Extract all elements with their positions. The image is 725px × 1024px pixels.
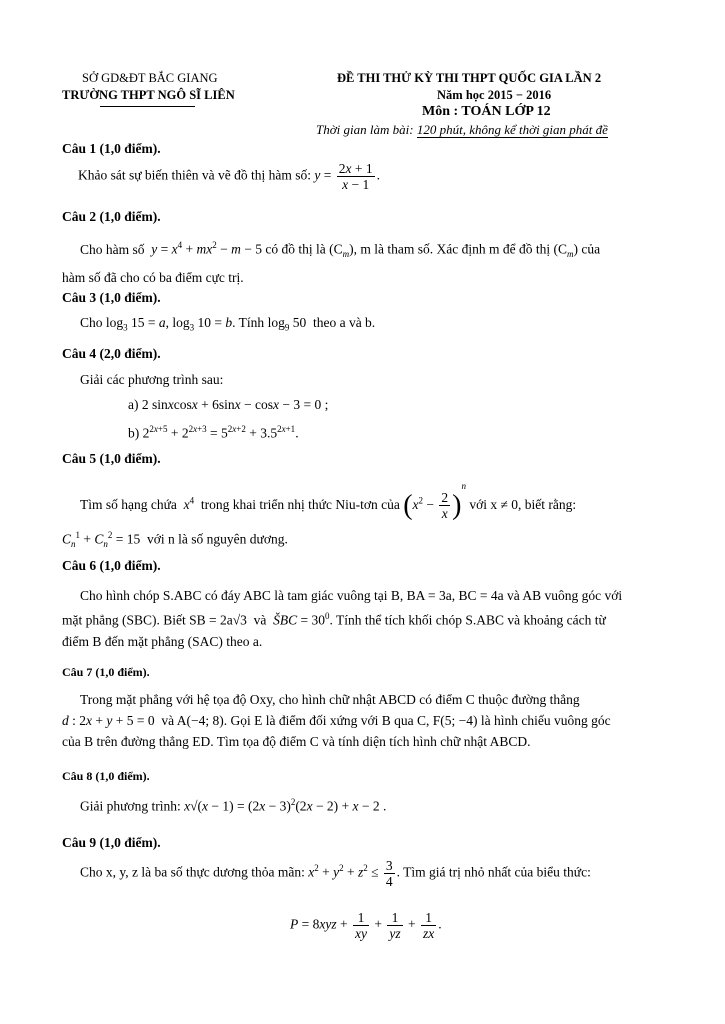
q1-fraction: $\frac{2x + 1}{x - 1}$ [338, 161, 373, 192]
q9-text: Cho x, y, z là ba số thực dương thỏa mãn: $x^2 + y^2 + z^2$ ≤ $\frac{3}{4}$ . Tìm giá trị nhỏ nhất của biểu thức: [80, 858, 591, 889]
q4-intro: Giải các phương trình sau: [80, 372, 224, 387]
time-value: 120 phút, không kể thời gian phát đề [416, 122, 608, 137]
q5-title: Câu 5 (1,0 điểm). [62, 451, 161, 466]
q4-title: Câu 4 (2,0 điểm). [62, 346, 161, 361]
q3-text: Cho $\log_3 15 = a$, $\log_3 10 = b$. Tính $\log_9 50$ theo a và b. [80, 315, 376, 333]
q6-text: Cho hình chóp S.ABC có đáy ABC là tam giác vuông tại B, BA = 3a, BC = 4a và AB vuông góc với mặt phẳng (SBC). Biết SB = 2a√3 và ŠBC = $30^0$. Tính thể tích khối chóp S.ABC và khoảng cách từ điểm B đến mặt phẳng (SAC) theo a. [62, 588, 623, 649]
time-prefix: Thời gian làm bài: [316, 122, 417, 137]
q8-title: Câu 8 (1,0 điểm). [62, 769, 150, 783]
q9-title: Câu 9 (1,0 điểm). [62, 835, 161, 850]
q1-title: Câu 1 (1,0 điểm). [62, 141, 161, 156]
dept-name: SỞ GD&ĐT BẮC GIANG [82, 71, 218, 85]
time-limit [316, 122, 608, 138]
q4-a: a) 2 sinxcosx + 6sinx − cosx − 3 = 0 ; [128, 397, 329, 412]
q7-text: Trong mặt phẳng với hệ tọa độ Oxy, cho hình chữ nhật ABCD có điểm C thuộc đường thẳng d : 2x + y + 5 = 0 và A(−4; 8). Gọi E là điểm đối xứng với B qua C, F(5; −4) là hình chiếu vuông góc của B trên đường thẳng ED. Tìm tọa độ điểm C và tính diện tích hình chữ nhật ABCD. [62, 692, 611, 749]
q7-title: Câu 7 (1,0 điểm). [62, 665, 150, 679]
q9-expression: P = 8xyz + $\frac{1}{xy}$ + $\frac{1}{yz}$ + $\frac{1}{zx}$ . [290, 910, 442, 941]
school-year: Năm học 2015 − 2016 [437, 88, 552, 102]
subject: Môn : TOÁN LỚP 12 [422, 104, 551, 119]
q6-title: Câu 6 (1,0 điểm). [62, 558, 161, 573]
q2-text: Cho hàm số $y = x^4 + mx^2 - m - 5$ có đồ thị là $(C_m)$, m là tham số. Xác định m để đồ thị $(C_m)$ của hàm số đã cho có ba điểm cực trị. [62, 240, 601, 286]
school-underline [100, 106, 195, 107]
q8-text: Giải phương trình: $x√(x - 1) = (2x - 3)^2(2x - 2) + x - 2$ . [80, 797, 387, 814]
q3-title: Câu 3 (1,0 điểm). [62, 290, 161, 305]
q5-text: Tìm số hạng chứa $x^4$ trong khai triển nhị thức Niu-tơn của ($x^2$ − $\frac{2}{x}$ )$^n$ với x ≠ 0, biết rằng: [80, 481, 577, 522]
q2-title: Câu 2 (1,0 điểm). [62, 209, 161, 224]
exam-title: ĐỀ THI THỬ KỲ THI THPT QUỐC GIA LẦN 2 [337, 71, 602, 85]
q5-condition: $C_n^1 + C_n^2 = 15$ với n là số nguyên dương. [62, 530, 288, 550]
q1-text: Khảo sát sự biến thiên và vẽ đồ thị hàm số: y = $\frac{2x + 1}{x - 1}$ . [78, 161, 381, 192]
q4-b: b) $2^{2x+5} + 2^{2x+3} = 5^{2x+2} + 3.5^{2x+1}$. [128, 424, 299, 441]
q1-text-body: Khảo sát sự biến thiên và vẽ đồ thị hàm số: [78, 167, 315, 183]
school-name: TRƯỜNG THPT NGÔ SĨ LIÊN [62, 88, 235, 102]
